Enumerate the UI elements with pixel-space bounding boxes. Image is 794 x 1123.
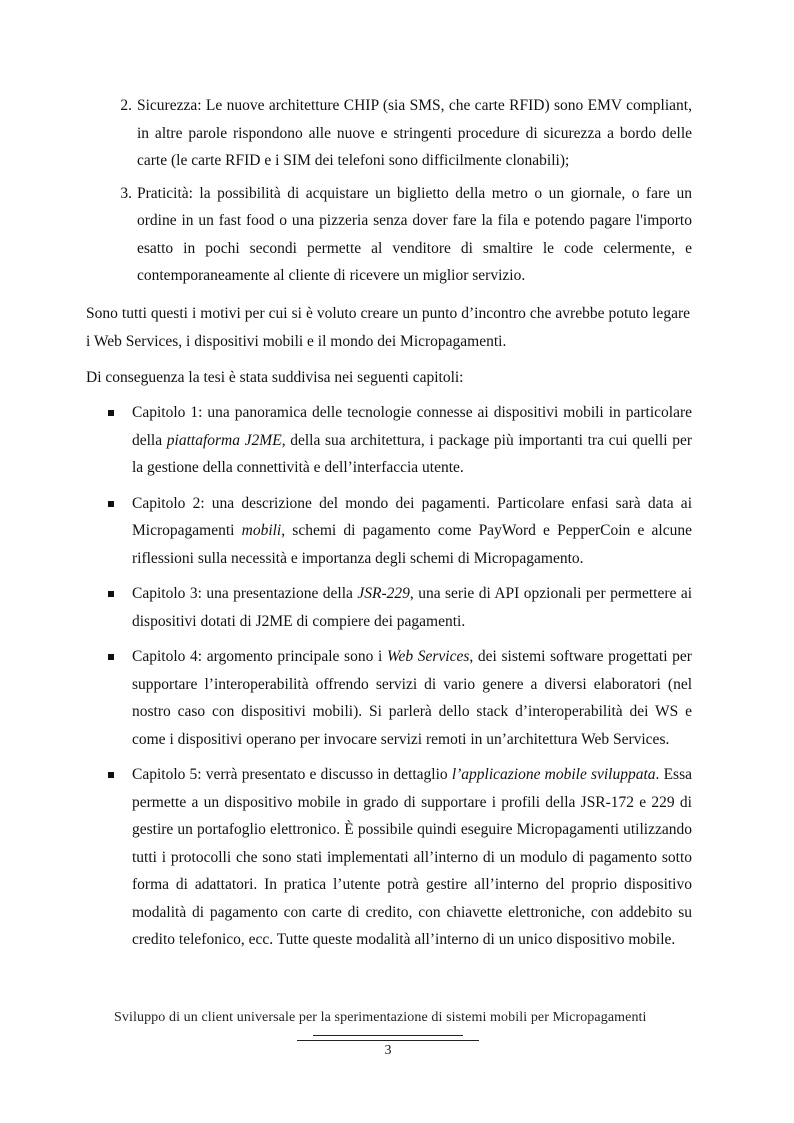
- emphasis: JSR-229: [357, 585, 410, 602]
- chapter-item: [86, 580, 692, 635]
- paragraph-chapters-intro: Di conseguenza la tesi è stata suddivisa nei seguenti capitoli:: [86, 369, 464, 386]
- square-bullet-icon: [86, 490, 132, 518]
- chapter-text: Capitolo 1: una panoramica delle tecnologie connesse ai dispositivi mobili in particolare della piattaforma J2ME, della sua architettura, i package più importanti tra cui quelli per la gestione della connettività e dell’interfaccia utente.: [132, 404, 692, 476]
- list-number: 2.: [120, 97, 132, 114]
- chapter-list: [86, 399, 692, 962]
- list-item-text: Sicurezza: Le nuove architetture CHIP (sia SMS, che carte RFID) sono EMV compliant, in altre parole rispondono alle nuove e stringenti procedure di sicurezza a bordo delle carte (le carte RFID e i SIM dei telefoni sono difficilmente clonabili);: [137, 97, 692, 169]
- square-bullet-icon: [86, 399, 132, 427]
- square-bullet-icon: [86, 761, 132, 789]
- list-item: [86, 180, 692, 290]
- chapter-item: [86, 643, 692, 753]
- chapter-text: Capitolo 4: argomento principale sono i Web Services, dei sistemi software progettati per supportare l’interoperabilità offrendo servizi di vario genere a diversi elaboratori (nel nostro caso con dispositivi mobili). Si parlerà dello stack d’interoperabilità dei WS e come i dispositivi operano per invocare servizi remoti in un’architettura Web Services.: [132, 648, 692, 748]
- emphasis: Web Services: [386, 648, 470, 665]
- emphasis: l’applicazione mobile sviluppata: [451, 766, 656, 783]
- list-number: 3.: [120, 184, 132, 202]
- emphasis: piattaforma J2ME: [166, 431, 282, 449]
- chapter-text: Capitolo 2: una descrizione del mondo dei pagamenti. Particolare enfasi sarà data ai Micropagamenti mobili, schemi di pagamento come PayWord e PepperCoin e alcune riflessioni sulla necessità e importanza degli schemi di Micropagamento.: [132, 494, 692, 567]
- chapter-text: Capitolo 5: verrà presentato e discusso in dettaglio l’applicazione mobile sviluppata. Essa permette a un dispositivo mobile in grado di supportare i profili della JSR-172 e 229 di gestire un portafoglio elettronico. È possibile quindi eseguire Micropagamenti utilizzando tutti i protocolli che sono stati implementati all’interno di un modulo di pagamento sotto forma di adattatori. In pratica l’utente potrà gestire all’interno del proprio dispositivo modalità di pagamento con carte di credito, con chiavette elettroniche, con addebito su credito telefonico, ecc. Tutte queste modalità all’interno di un unico dispositivo mobile.: [132, 766, 692, 948]
- page-number: 3: [384, 1043, 392, 1058]
- list-item: [86, 92, 692, 175]
- paragraph-motives: Sono tutti questi i motivi per cui si è voluto creare un punto d’incontro che avrebbe potuto legare i Web Services, i dispositivi mobili e il mondo dei Micropagamenti.: [86, 305, 690, 350]
- chapter-item: [86, 761, 692, 954]
- footer-title: Sviluppo di un client universale per la sperimentazione di sistemi mobili per Micropagamenti: [114, 1010, 647, 1025]
- chapter-text: Capitolo 3: una presentazione della JSR-229, una serie di API opzionali per permettere ai dispositivi dotati di J2ME di compiere dei pagamenti.: [132, 585, 693, 630]
- list-item-text: Praticità: la possibilità di acquistare un biglietto della metro o un giornale, o fare un ordine in un fast food o una pizzeria senza dover fare la fila e potendo pagare l'importo esatto in pochi secondi permette al venditore di smaltire le code celermente, e contemporaneamente al cliente di ricevere un miglior servizio.: [137, 184, 692, 284]
- footer-divider: [297, 1040, 479, 1041]
- chapter-item: [86, 399, 692, 482]
- footer-divider: [313, 1035, 463, 1036]
- square-bullet-icon: [86, 580, 132, 608]
- square-bullet-icon: [86, 643, 132, 671]
- emphasis: mobili: [241, 522, 282, 539]
- chapter-item: [86, 490, 692, 573]
- numbered-list: [86, 92, 692, 295]
